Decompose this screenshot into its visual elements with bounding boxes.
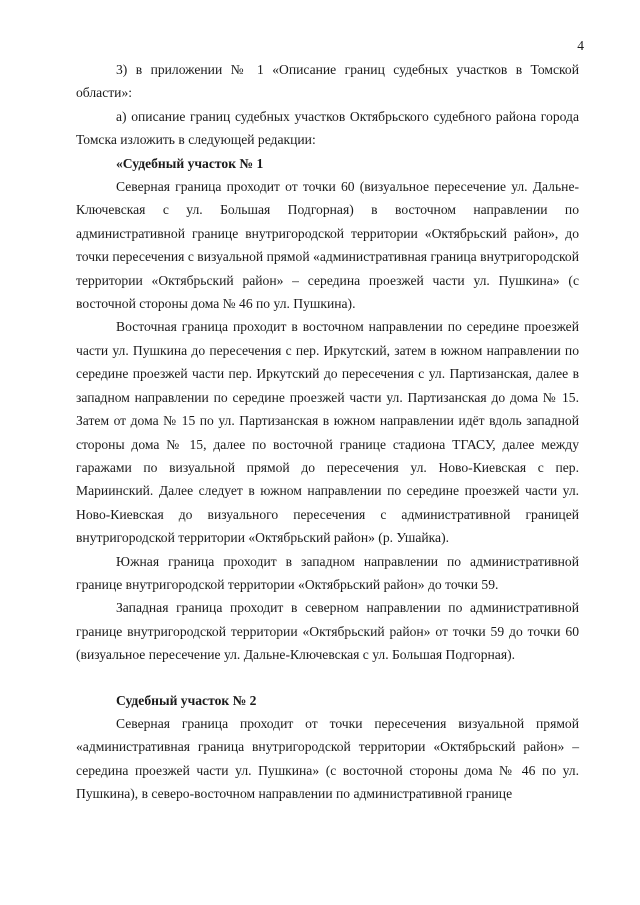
document-body: [76, 58, 579, 806]
paragraph-district-1-west-boundary: Западная граница проходит в северном направлении по административной границе внутригородской территории «Октябрьский район» от точки 59 до точки 60 (визуальное пересечение ул. Дальне-Ключевская с ул. Большая Подгорная).: [76, 600, 579, 663]
paragraph-district-1-south-boundary: Южная граница проходит в западном направлении по административной границе внутригородской территории «Октябрьский район» до точки 59.: [76, 553, 579, 592]
section-spacer: [76, 667, 579, 689]
section-title-court-district-2: Судебный участок № 2: [116, 692, 257, 708]
paragraph-district-1-east-boundary: Восточная граница проходит в восточном направлении по середине проезжей части ул. Пушкина до пересечения с пер. Иркутский, затем в южном направлении по середине проезжей части пер. Иркутский до пересечения с ул. Партизанская, далее в западном направлении по середине проезжей части ул. Партизанская до дома № 15. Затем от дома № 15 по ул. Партизанская в южном направлении идёт вдоль западной стороны дома № 15, далее по восточной границе стадиона ТГАСУ, далее между гаражами по визуальной прямой до пересечения ул. Ново-Киевская с пер. Мариинский. Далее следует в южном направлении по середине проезжей части ул. Ново-Киевская до визуального пересечения с административной границей внутригородской территории «Октябрьский район» (р. Ушайка).: [76, 319, 579, 546]
page-number: 4: [577, 38, 584, 53]
paragraph-district-2-north-boundary: Северная граница проходит от точки пересечения визуальной прямой «административная граница внутригородской территории «Октябрьский район» – середина проезжей части ул. Пушкина» (с восточной стороны дома № 46 по ул. Пушкина), в северо-восточном направлении по административной границе: [76, 715, 579, 802]
section-title-court-district-1: «Судебный участок № 1: [116, 155, 264, 171]
paragraph-district-1-north-boundary: Северная граница проходит от точки 60 (визуальное пересечение ул. Дальне-Ключевская с ул. Большая Подгорная) в восточном направлении по административной границе внутригородской территории «Октябрьский район», до точки пересечения с визуальной прямой «административная граница внутригородской территории «Октябрьский район» – середина проезжей части ул. Пушкина» (с восточной стороны дома № 46 по ул. Пушкина).: [76, 179, 579, 312]
paragraph-edit-instruction: а) описание границ судебных участков Октябрьского судебного района города Томска изложить в следующей редакции:: [76, 108, 579, 148]
paragraph-appendix-intro: 3) в приложении № 1 «Описание границ судебных участков в Томской области»:: [76, 62, 579, 101]
